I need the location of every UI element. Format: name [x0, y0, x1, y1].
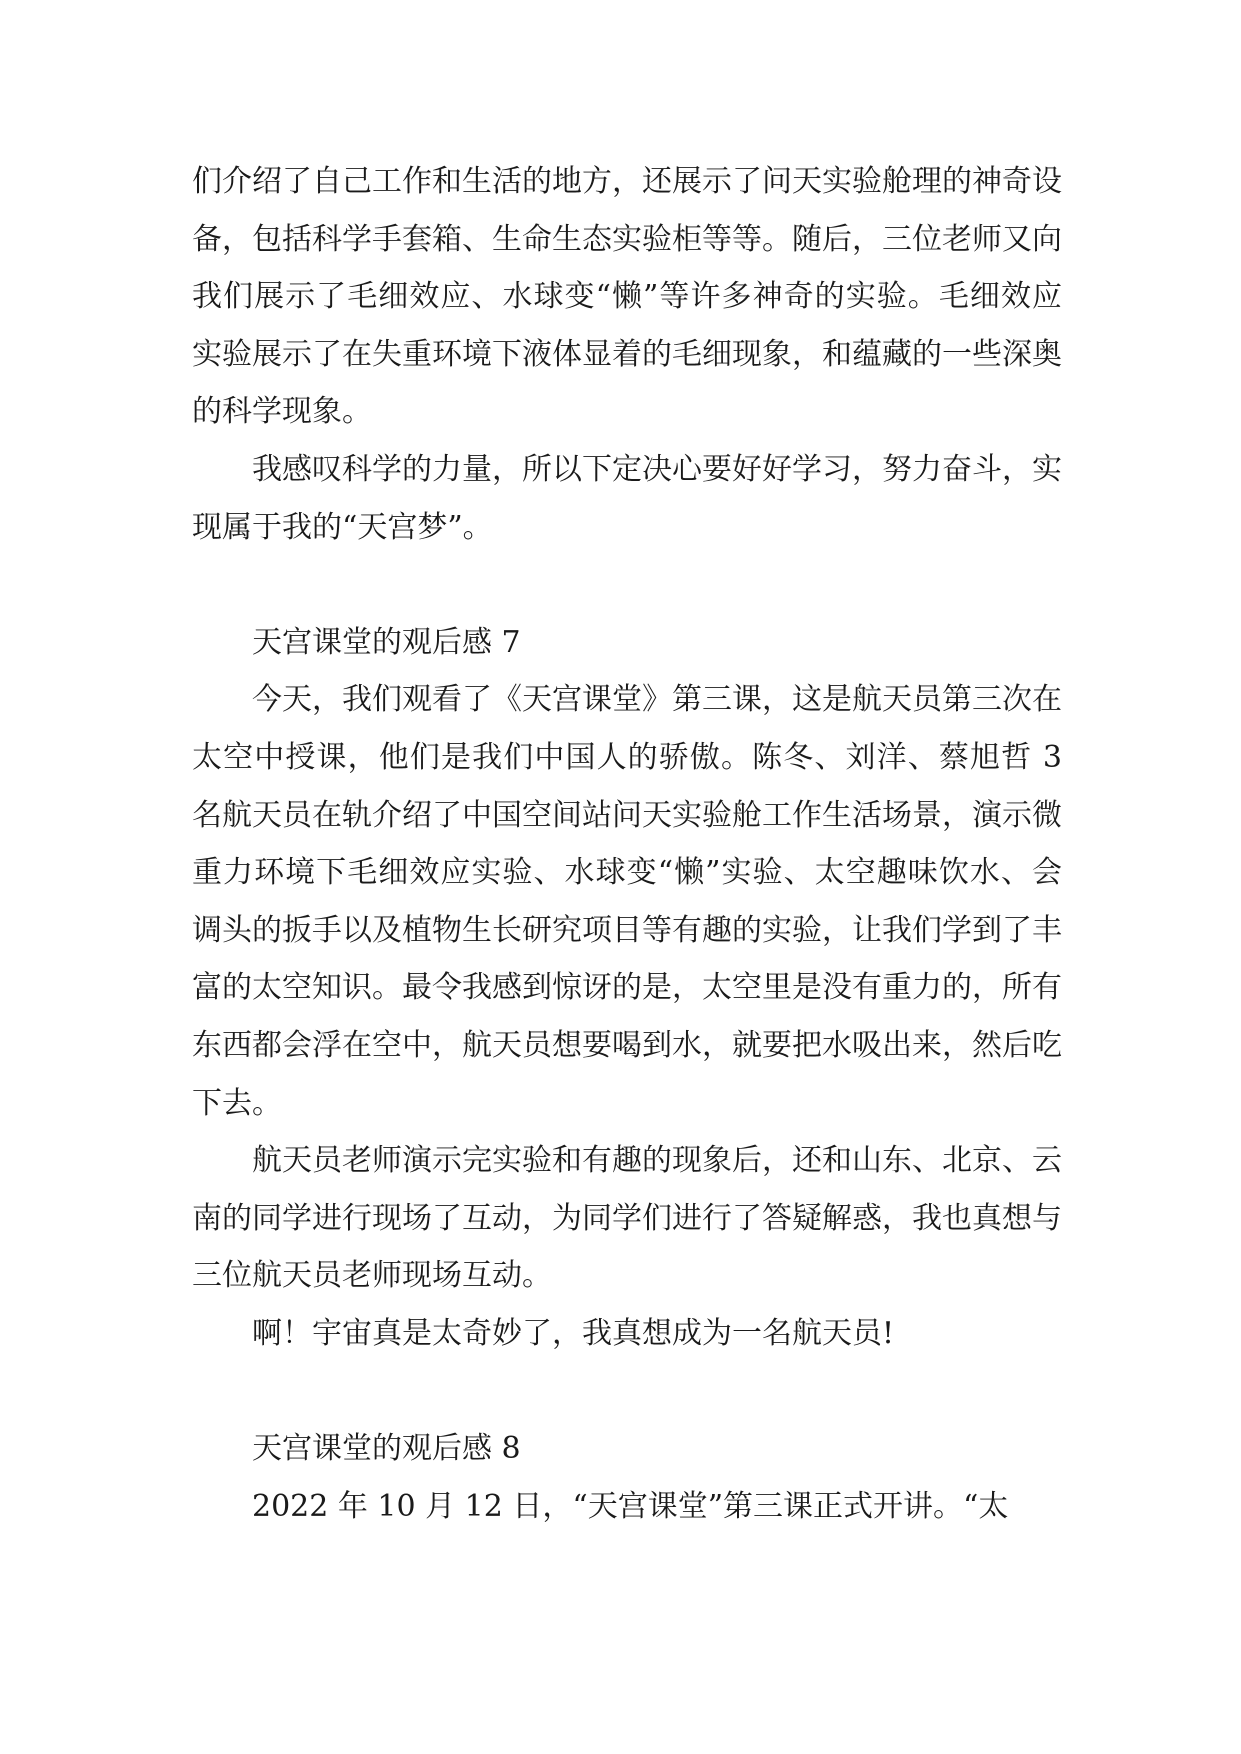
paragraph: 今天，我们观看了《天宫课堂》第三课，这是航天员第三次在太空中授课，他们是我们中国人的骄傲。陈冬、刘洋、蔡旭哲 3 名航天员在轨介绍了中国空间站问天实验舱工作生活场景，演示微重力环境下毛细效应实验、水球变“懒”实验、太空趣味饮水、会调头的扳手以及植物生长研究项目等有趣的实验，让我们学到了丰富的太空知识。最令我感到惊讶的是，太空里是没有重力的，所有东西都会浮在空中，航天员想要喝到水，就要把水吸出来，然后吃下去。	[192, 682, 1062, 1121]
paragraph: 们介绍了自己工作和生活的地方，还展示了问天实验舱理的神奇设备，包括科学手套箱、生命生态实验柜等等。随后，三位老师又向我们展示了毛细效应、水球变“懒”等许多神奇的实验。毛细效应实验展示了在失重环境下液体显着的毛细现象，和蕴藏的一些深奥的科学现象。	[192, 164, 1062, 430]
paragraph: 啊！宇宙真是太奇妙了，我真想成为一名航天员!	[252, 1315, 895, 1351]
section-7	[192, 614, 1062, 1363]
paragraph: 我感叹科学的力量，所以下定决心要好好学习，努力奋斗，实现属于我的“天宫梦”。	[192, 451, 1062, 545]
section-title: 天宫课堂的观后感 7	[252, 624, 521, 660]
section-continued	[192, 153, 1062, 556]
paragraph: 航天员老师演示完实验和有趣的现象后，还和山东、北京、云南的同学进行现场了互动，为同学们进行了答疑解惑，我也真想与三位航天员老师现场互动。	[192, 1143, 1062, 1294]
paragraph: 2022 年 10 月 12 日，“天宫课堂”第三课正式开讲。“太	[252, 1488, 1009, 1524]
document-body	[192, 153, 1062, 1535]
section-title: 天宫课堂的观后感 8	[252, 1431, 521, 1467]
section-8	[192, 1420, 1062, 1535]
